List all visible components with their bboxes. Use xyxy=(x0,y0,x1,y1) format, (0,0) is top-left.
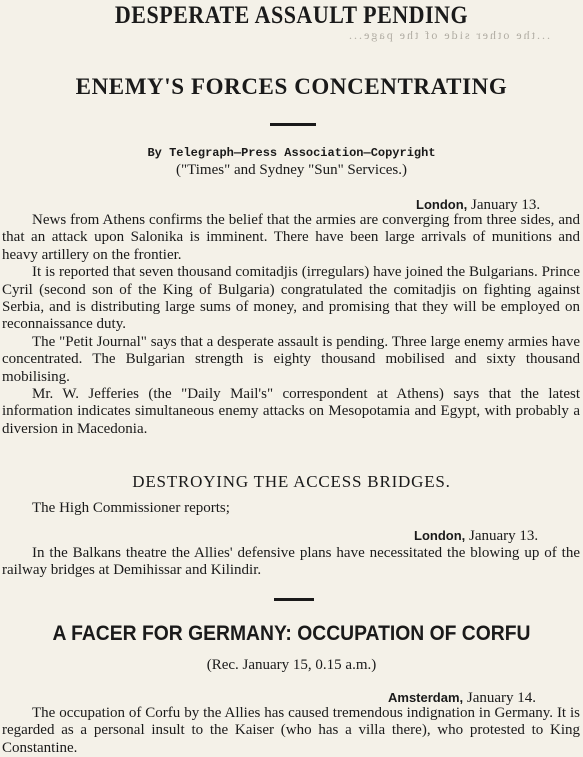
paragraph: News from Athens confirms the belief that the armies are converging from three sides, and that an attack upon Salonika is imminent. There have been large arrivals of munitions and heavy artillery on the frontier. xyxy=(2,212,580,263)
byline: By Telegraph—Press Association—Copyright xyxy=(147,146,436,160)
dateline-place: Amsterdam, xyxy=(388,690,464,705)
dateline xyxy=(414,528,538,545)
paragraph: It is reported that seven thousand comitadjis (irregulars) have joined the Bulgarians. Prince Cyril (second son of the King of Bulgaria) congratulated the comitadjis on fighting against Serbia, and is distributing large sums of money, and promising that they will be employed on reconnaissance duty. xyxy=(2,264,580,333)
received-note: (Rec. January 15, 0.15 a.m.) xyxy=(206,657,377,673)
section-heading: A FACER FOR GERMANY: OCCUPATION OF CORFU xyxy=(52,622,531,645)
section-body xyxy=(2,705,580,757)
dateline-place: London, xyxy=(416,197,468,212)
article-body xyxy=(2,212,580,438)
paragraph: The "Petit Journal" says that a desperate assault is pending. Three large enemy armies have concentrated. The Bulgarian strength is eighty thousand mobilised and sixty thousand mobilising. xyxy=(2,333,580,385)
dateline-date: January 14. xyxy=(466,690,537,706)
dateline-place: London, xyxy=(414,528,466,543)
section-intro: The High Commissioner reports; xyxy=(32,500,230,516)
divider xyxy=(274,598,314,601)
headline: DESPERATE ASSAULT PENDING xyxy=(114,0,469,29)
services-credit: ("Times" and Sydney "Sun" Services.) xyxy=(175,162,407,178)
paragraph: In the Balkans theatre the Allies' defensive plans have necessitated the blowing up of the railway bridges at Demihissar and Kilindir. xyxy=(2,545,580,579)
dateline-date: January 13. xyxy=(471,197,541,213)
paragraph: The occupation of Corfu by the Allies has caused tremendous indignation in Germany. It is regarded as a personal insult to the Kaiser (who has a villa there), who protested to King Constantine. xyxy=(2,705,580,756)
dateline-date: January 13. xyxy=(469,528,539,544)
paragraph: Mr. W. Jefferies (the "Daily Mail's" correspondent at Athens) says that the latest information indicates simultaneous enemy attacks on Mesopotamia and Egypt, with probably a diversion in Macedonia. xyxy=(2,386,580,437)
divider xyxy=(270,123,316,126)
bleed-through-text: ...the other side of the page... xyxy=(347,28,550,42)
section-body xyxy=(2,545,580,580)
subheadline: ENEMY'S FORCES CONCENTRATING xyxy=(75,74,508,99)
section-heading: DESTROYING THE ACCESS BRIDGES. xyxy=(132,472,451,491)
